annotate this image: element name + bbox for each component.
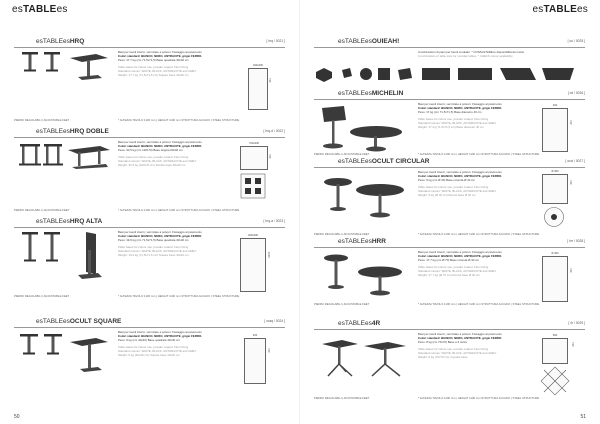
feet-note: PIEDINI REGOLABILI | ADJUSTABLE FEET xyxy=(314,396,370,400)
feet-note: PIEDINI REGOLABILI | ADJUSTABLE FEET xyxy=(14,118,70,122)
page-number-left: 50 xyxy=(14,414,20,420)
section-title: esTABLEesHRQ xyxy=(36,38,85,45)
section-hrq-doble xyxy=(14,128,285,218)
side-drawing: 600 xyxy=(542,338,568,364)
height-dim: 730 xyxy=(569,268,572,273)
structure-note: * ALTEZZA TAVOLO 1100 mm | HEIGHT 1100 mm STRUTTURA ACCIAIO | STEEL STRUCTURE xyxy=(118,118,240,122)
section-title: esTABLEes4R xyxy=(338,320,381,327)
height-dim: 730 xyxy=(267,348,270,353)
description: Basi per tavoli interni, verniciate a polveri. Fissaggio al pavimento Colori standard: BIANCO, NERO, ANTRACITE, grigio FERRO. Peso: 19,6 kg (cm 71,5x71,5) Base quadrata 40x40 cm Table bases for indoor use, powder coated. Floor fixing Standard colours: WHITE, BLACK, ANTHRACITE and GREY Weight: 19,6 kg (71,5x71,5 cm) Square base 40x40 cm xyxy=(118,230,203,257)
section-rule xyxy=(314,47,585,48)
table-photo-ocult-square xyxy=(66,332,112,376)
section-code: [ occi / 0027 ] xyxy=(565,159,585,163)
section-rule xyxy=(14,327,285,328)
section-rule xyxy=(314,167,585,168)
table-photo-ocult-circular xyxy=(318,172,410,222)
height-dim: 730 xyxy=(268,154,271,159)
side-drawing: 400 xyxy=(542,108,568,152)
section-title: esTABLEesHRR xyxy=(338,238,386,245)
section-hrq xyxy=(14,38,285,128)
description: Basi per tavoli interni, verniciate a polveri. Fissaggio al pavimento Colori standard: BIANCO, NERO, ANTRACITE, grigio FERRO. Peso: 17,7 kg (cm Ø 70) Base rotonda Ø 40 cm Table bases for indoor use, powder coated. Floor fixing Standard colours: WHITE, BLACK, ANTHRACITE and GREY Weight: 17,7 kg (Ø 70 cm) Round base Ø 40 cm xyxy=(418,250,503,277)
structure-note: * ALTEZZA TAVOLO 1100 mm | HEIGHT 1100 mm STRUTTURA ACCIAIO | STEEL STRUCTURE xyxy=(418,232,540,236)
section-rule xyxy=(314,329,585,330)
description: Basi per tavoli interni, verniciate a polveri. Fissaggio al pavimento Colori standard: BIANCO, NERO, ANTRACITE, grigio FERRO. Peso: 30,5 kg (cm 120x70) Base doppia 60x40 cm Table bases for indoor use, powder coated. Floor fixing Standard colours: WHITE, BLACK, ANTHRACITE and GREY Weight: 30,5 kg (120x70 cm) Double base 60x40 cm xyxy=(118,140,203,167)
section-title: esTABLEesMICHELIN xyxy=(338,90,404,97)
section-code: [ ou / 0025 ] xyxy=(567,39,585,43)
plan-drawing xyxy=(240,173,266,199)
section-title: esTABLEesHRQ DOBLE xyxy=(36,128,109,135)
section-hrr xyxy=(314,238,585,308)
feet-note: PIEDINI REGOLABILI | ADJUSTABLE FEET xyxy=(14,208,70,212)
height-dim: 730 xyxy=(571,342,574,347)
section-ocult-circular xyxy=(314,158,585,238)
table-thumb-hrq-alta xyxy=(18,230,62,264)
height-dim: 730 xyxy=(268,78,271,83)
section-ocult-square xyxy=(14,318,285,410)
height-dim: 1100 xyxy=(267,252,270,258)
description: Basi per tavoli interni, verniciate a polveri. Fissaggio al pavimento Colori standard: BIANCO, NERO, ANTRACITE, grigio FERRO. Peso: 17 kg (cm 71,5x71,5) Base diametro 40 cm Table bases for indoor use, powder coated. Floor fixing Standard colours: WHITE, BLACK, ANTHRACITE and GREY Weight: 17 kg (71,5x71,5 cm) Base diameter 40 cm xyxy=(418,102,503,129)
table-photo-hrq xyxy=(66,50,112,82)
table-photo-4r xyxy=(318,334,410,384)
page-number-right: 51 xyxy=(580,414,586,420)
feet-note: PIEDINI REGOLABILI | ADJUSTABLE FEET xyxy=(314,152,370,156)
table-thumb-ocult-square xyxy=(18,332,64,358)
description: Basi per tavoli interni, verniciate a polveri. Fissaggio al pavimento Colori standard: BIANCO, NERO, ANTRACITE, grigio FERRO. Peso: 9 kg (cm Ø 40) Base rotonda Ø 40 cm Table bases for indoor use, powder coated. Floor fixing Standard colours: WHITE, BLACK, ANTHRACITE and GREY Weight: 9 kg (Ø 40 cm) Round base Ø 40 cm xyxy=(418,170,503,197)
section-rule xyxy=(314,99,585,100)
section-hrq-alta xyxy=(14,218,285,318)
side-drawing: Ø 400 xyxy=(542,174,568,204)
structure-note: * ALTEZZA TAVOLO 1100 mm | HEIGHT 1100 mm STRUTTURA ACCIAIO | STEEL STRUCTURE xyxy=(418,302,540,306)
modular-tops-row-1 xyxy=(314,64,418,86)
section-rule xyxy=(14,137,285,138)
side-drawing: 400x400 xyxy=(240,238,266,292)
table-thumb-hrq xyxy=(18,50,62,74)
section-title: esTABLEesOCULT CIRCULAR xyxy=(338,158,430,165)
description: Basi per tavoli interni, verniciate a polveri. Fissaggio al pavimento Colori standard: BIANCO, NERO, ANTRACITE, grigio FERRO. Peso: 8 kg (cm 70x70) Base a 4 razze Table bases for indoor use, powder coated. Floor fixing Standard colours: WHITE, BLACK, ANTHRACITE and GREY Weight: 8 kg (70x70 cm) 4-spoke base xyxy=(418,332,503,359)
section-4r xyxy=(314,320,585,410)
description: Basi per tavoli interni, verniciate a polveri. Fissaggio al pavimento Colori standard: BIANCO, NERO, ANTRACITE, grigio FERRO. Peso: 17,7 kg (cm 71,5x71,5) Base quadrata 40x40 cm Table bases for indoor use, powder coated. Floor fixing Standard colours: WHITE, BLACK, ANTHRACITE and GREY Weight: 17,7 kg (71,5x71,5 cm) Square base 40x40 cm xyxy=(118,50,203,77)
plan-drawing xyxy=(542,206,566,228)
section-code: [ mi / 0026 ] xyxy=(567,91,585,95)
brand-logo-left: esTABLEes xyxy=(12,4,68,15)
brand-logo-right: esTABLEes xyxy=(532,4,588,15)
plan-drawing xyxy=(540,366,570,396)
structure-note: * ALTEZZA TAVOLO 1100 mm | HEIGHT 1100 mm STRUTTURA ACCIAIO | STEEL STRUCTURE xyxy=(418,396,540,400)
feet-note: PIEDINI REGOLABILI | ADJUSTABLE FEET xyxy=(314,302,370,306)
table-photo-michelin xyxy=(318,102,410,154)
height-dim: 730 xyxy=(569,120,572,125)
section-code: [ hrq-a / 0023 ] xyxy=(263,219,285,223)
table-photo-hrr xyxy=(318,250,410,300)
feet-note: PIEDINI REGOLABILI | ADJUSTABLE FEET xyxy=(14,294,70,298)
page-split xyxy=(299,0,300,424)
side-drawing: 400x400 xyxy=(248,68,268,110)
section-rule xyxy=(14,47,285,48)
section-ouieah xyxy=(314,38,585,90)
section-title: esTABLEesOUIEAH! xyxy=(338,38,400,45)
table-thumb-hrq-doble xyxy=(18,142,64,170)
height-dim: 730 xyxy=(569,180,572,185)
structure-note: * ALTEZZA TAVOLO 1100 mm | HEIGHT 1100 mm STRUTTURA ACCIAIO | STEEL STRUCTURE xyxy=(418,152,540,156)
structure-note: * ALTEZZA TAVOLO 1100 mm | HEIGHT 1100 mm STRUTTURA ACCIAIO | STEEL STRUCTURE xyxy=(118,208,240,212)
section-title: esTABLEesHRQ ALTA xyxy=(36,218,103,225)
section-rule xyxy=(14,227,285,228)
feet-note: PIEDINI REGOLABILI | ADJUSTABLE FEET xyxy=(314,232,370,236)
table-photo-hrq-alta xyxy=(66,230,112,280)
section-michelin xyxy=(314,90,585,158)
section-code: [ hrq-d / 0022 ] xyxy=(263,129,285,133)
description: Combinazioni di piani per tavoli modulari. * CONSULTARE le disponibilità dei colori Combinations of table tops for modular tables. * CHECK colour availability xyxy=(418,50,525,58)
section-title: esTABLEesOCULT SQUARE xyxy=(36,318,122,325)
modular-tops-row-2 xyxy=(418,64,580,86)
section-code: [ ocsq / 0024 ] xyxy=(264,319,285,323)
section-code: [ hrr / 0028 ] xyxy=(567,239,585,243)
structure-note: * ALTEZZA TAVOLO 1100 mm | HEIGHT 1100 mm STRUTTURA ACCIAIO | STEEL STRUCTURE xyxy=(118,294,240,298)
side-drawing: 400 xyxy=(244,338,266,384)
section-code: [ 4r / 0029 ] xyxy=(568,321,585,325)
table-photo-hrq-doble xyxy=(66,142,112,172)
description: Basi per tavoli interni, verniciate a polveri. Fissaggio al pavimento Colori standard: BIANCO, NERO, ANTRACITE, grigio FERRO. Peso: 9 kg (cm 40x40) Base quadrata 40x40 cm Table bases for indoor use, powder coated. Floor fixing Standard colours: WHITE, BLACK, ANTHRACITE and GREY Weight: 9 kg (40x40 cm) Square base 40x40 cm xyxy=(118,330,203,357)
section-code: [ hrq / 0021 ] xyxy=(266,39,285,43)
section-rule xyxy=(314,247,585,248)
side-drawing: Ø 400 xyxy=(542,256,568,302)
side-drawing: 700x400 xyxy=(240,146,268,170)
